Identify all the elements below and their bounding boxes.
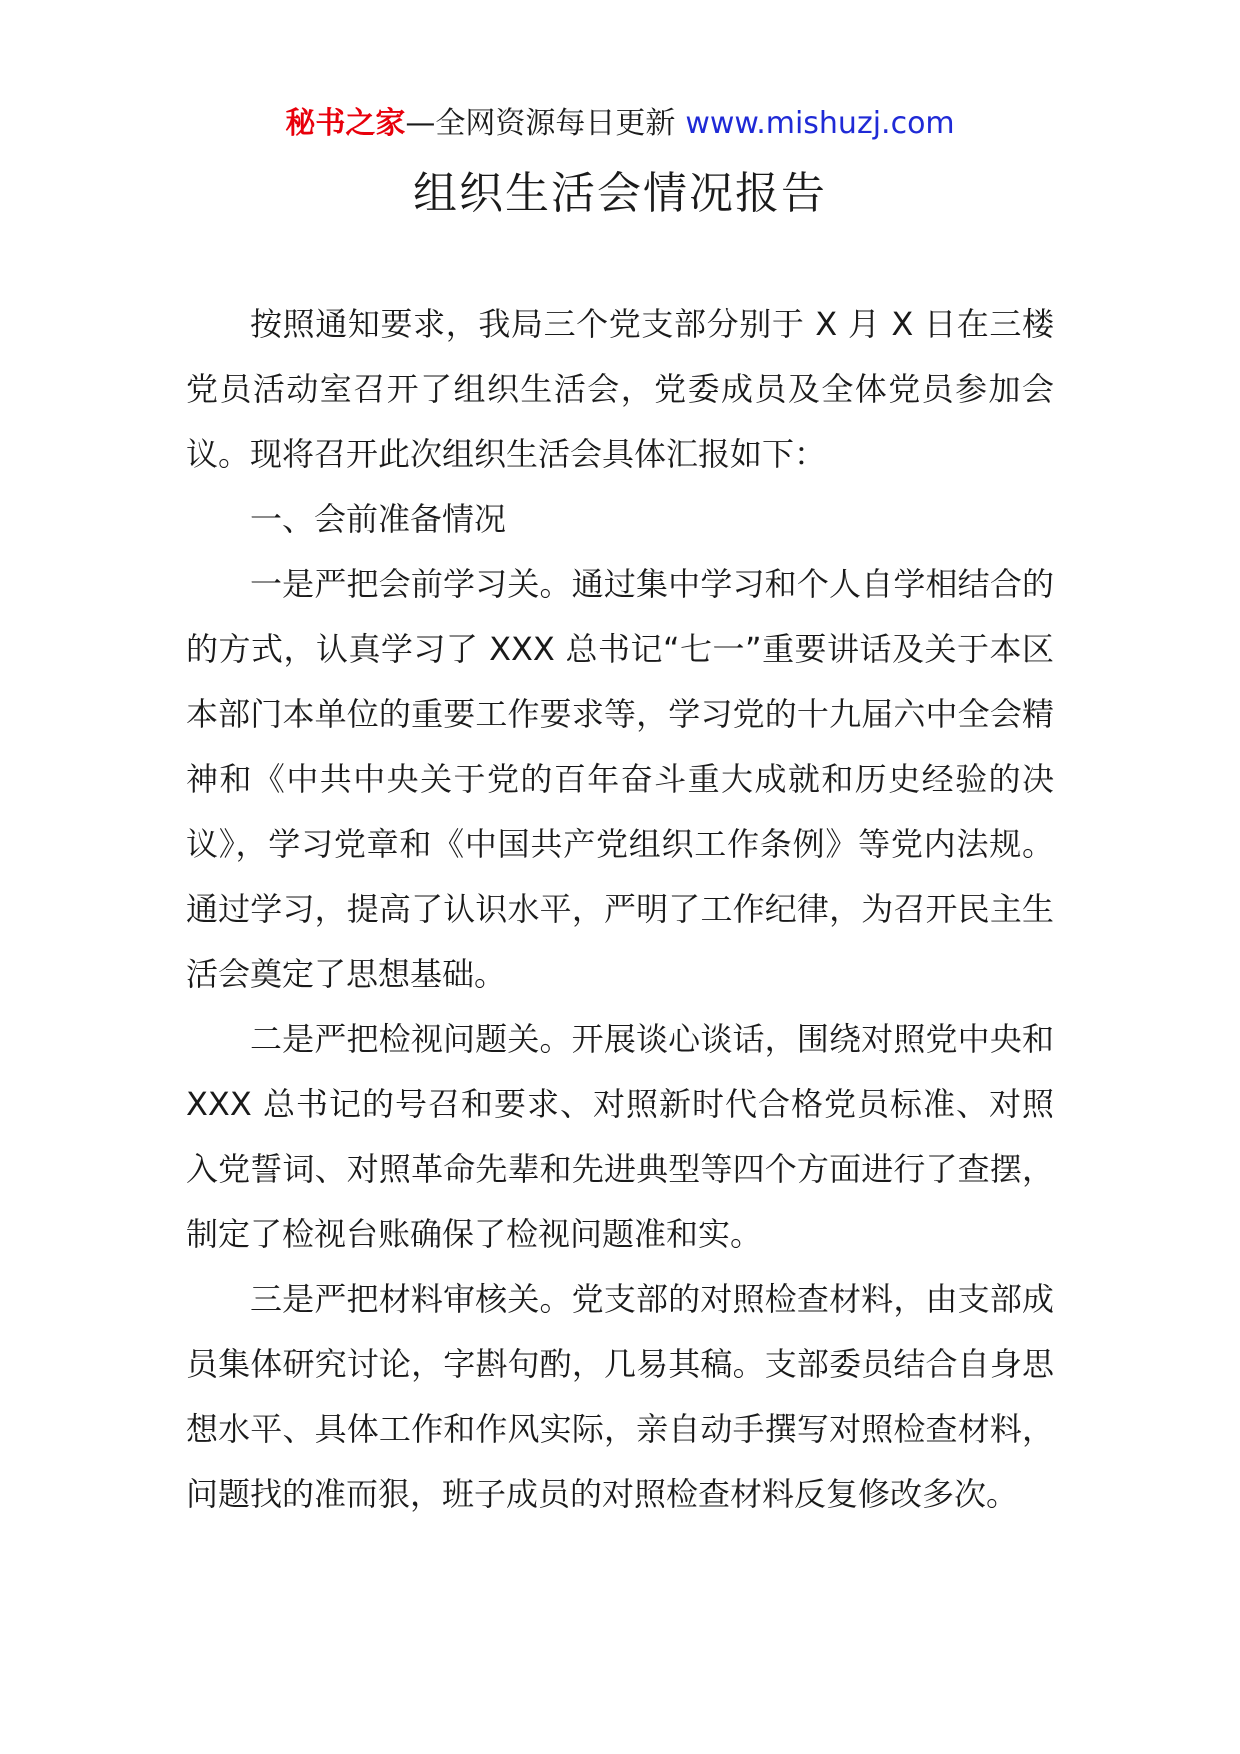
document-title: 组织生活会情况报告 — [413, 168, 827, 219]
body-paragraph: 一是严把会前学习关。通过集中学习和个人自学相结合的的方式，认真学习了 XXX 总书记“七一”重要讲话及关于本区本部门本单位的重要工作要求等，学习党的十九届六中全会精神和《中共中央关于党的百年奋斗重大成就和历史经验的决议》，学习党章和《中国共产党组织工作条例》等党内法规。通过学习，提高了认识水平，严明了工作纪律，为召开民主生活会奠定了思想基础。 — [186, 565, 1054, 993]
site-header — [0, 104, 1240, 144]
site-url-link[interactable]: www.mishuzj.com — [685, 106, 955, 141]
document-body — [186, 292, 1054, 1527]
section-heading: 一、会前准备情况 — [250, 500, 507, 538]
header-slogan: —全网资源每日更新 — [405, 106, 676, 141]
intro-paragraph: 按照通知要求，我局三个党支部分别于 X 月 X 日在三楼党员活动室召开了组织生活会，党委成员及全体党员参加会议。现将召开此次组织生活会具体汇报如下： — [186, 305, 1054, 473]
body-paragraph: 三是严把材料审核关。党支部的对照检查材料，由支部成员集体研究讨论，字斟句酌，几易其稿。支部委员结合自身思想水平、具体工作和作风实际，亲自动手撰写对照检查材料，问题找的准而狠，班子成员的对照检查材料反复修改多次。 — [186, 1280, 1054, 1513]
body-paragraph: 二是严把检视问题关。开展谈心谈话，围绕对照党中央和 XXX 总书记的号召和要求、对照新时代合格党员标准、对照入党誓词、对照革命先辈和先进典型等四个方面进行了查摆，制定了检视台账确保了检视问题准和实。 — [186, 1020, 1054, 1253]
brand-name: 秘书之家 — [285, 106, 406, 141]
